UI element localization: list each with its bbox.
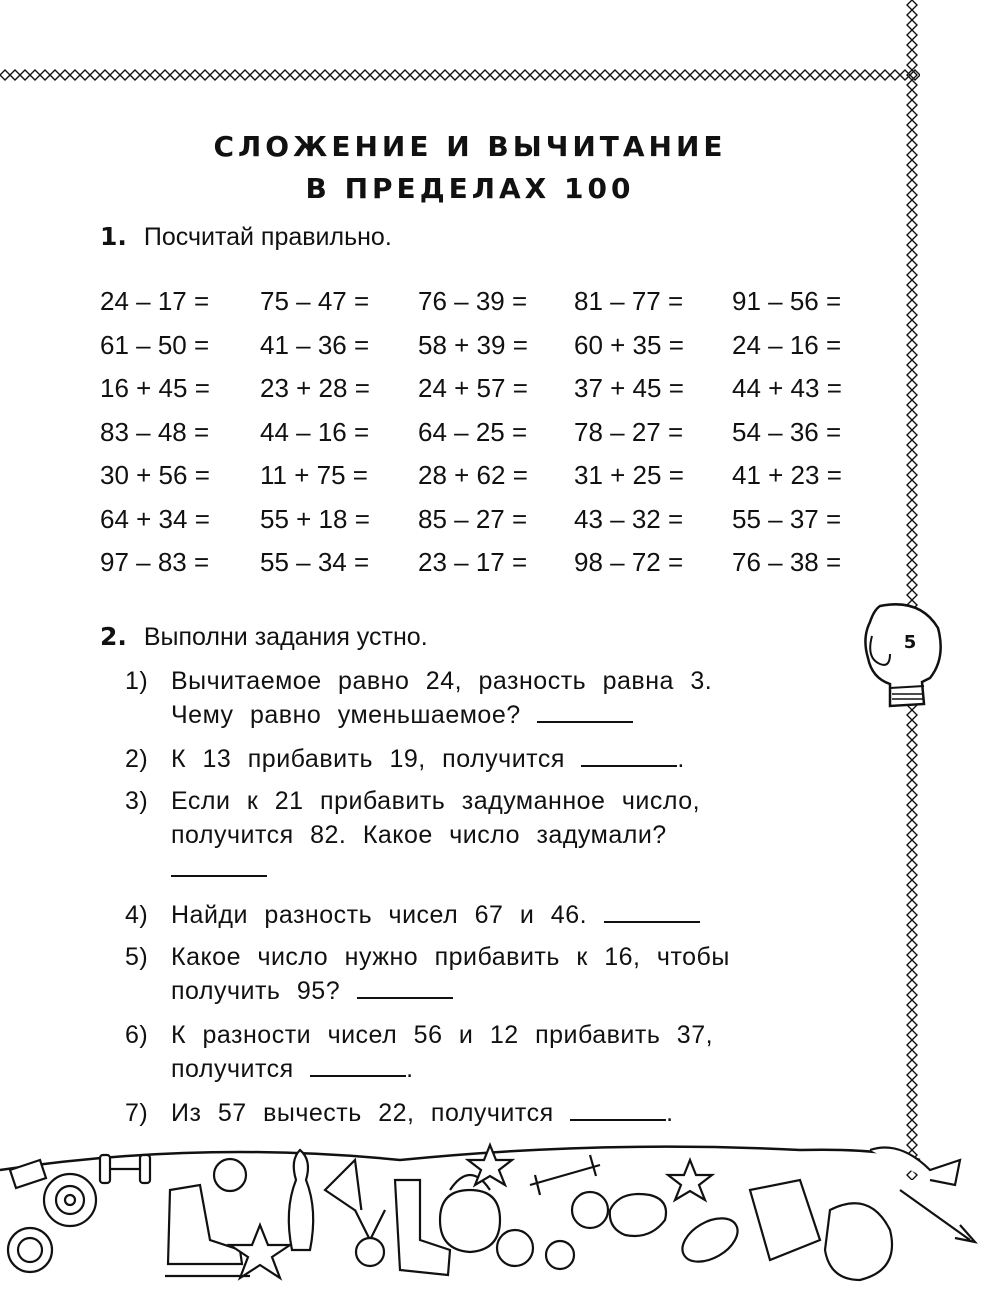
- expression-r2-c1: 61 – 50 =: [100, 329, 210, 360]
- expression-r2-c3: 58 + 39 =: [418, 329, 528, 360]
- expression-r3-c1: 16 + 45 =: [100, 373, 210, 403]
- question-7: 7) Из 57 вычесть 22, получится .: [125, 1099, 674, 1127]
- boxing-glove-icon: [860, 598, 946, 710]
- glove-icon-small: [825, 1203, 892, 1280]
- expression-r3-c3: 24 + 57 =: [418, 373, 528, 403]
- bowling-pin-icon: [289, 1150, 313, 1250]
- expression-r4-c4: 78 – 27 =: [574, 416, 684, 447]
- whistle-icon: [10, 1160, 46, 1188]
- expression-r7-c2: 55 – 34 =: [260, 547, 370, 577]
- expression-r6-c3: 85 – 27 =: [418, 503, 528, 534]
- expression-r3-c5: 44 + 43 =: [732, 373, 842, 403]
- medal-icon: [355, 1210, 385, 1240]
- question-4: 4) Найди разность чисел 67 и 46.: [125, 898, 700, 932]
- expression-r6-c5: 55 – 37 =: [732, 503, 842, 534]
- pennant-icon: [325, 1160, 362, 1215]
- expression-r7-c3: 23 – 17 =: [418, 547, 528, 577]
- tennis-ball-icon: [214, 1159, 246, 1191]
- expression-r5-c5: 41 + 23 =: [732, 460, 842, 490]
- expression-r2-c5: 24 – 16 =: [732, 329, 842, 360]
- expression-r7-c5: 76 – 38 =: [732, 547, 842, 577]
- page-number: 5: [903, 632, 917, 653]
- expression-r5-c2: 11 + 75 =: [260, 460, 368, 490]
- star-icon: [230, 1225, 290, 1278]
- page-title-line1: СЛОЖЕНИЕ И ВЫЧИТАНИЕ: [213, 130, 727, 163]
- expression-r5-c3: 28 + 62 =: [418, 460, 528, 490]
- task1-number: 1.: [100, 222, 127, 251]
- sports-doodles-decoration: [0, 1130, 987, 1300]
- expression-r1-c4: 81 – 77 =: [574, 286, 684, 316]
- kettlebell-icon: [440, 1175, 500, 1252]
- skate-icon: [168, 1185, 242, 1264]
- expression-r1-c1: 24 – 17 =: [100, 286, 210, 316]
- answer-blank-6[interactable]: [310, 1053, 406, 1077]
- expression-r3-c4: 37 + 45 =: [574, 373, 684, 403]
- expression-r2-c4: 60 + 35 =: [574, 329, 684, 360]
- flipper-icon: [750, 1180, 820, 1260]
- top-zigzag-border: [0, 68, 920, 82]
- answer-blank-3[interactable]: [171, 853, 267, 877]
- rosette-icon: [497, 1230, 533, 1266]
- expression-r7-c4: 98 – 72 =: [574, 547, 684, 577]
- stopwatch-icon: [572, 1192, 608, 1228]
- question-3: 3) Если к 21 прибавить задуманное число, получится 82. Какое число задумали?: [125, 784, 700, 886]
- ball-icon: [546, 1241, 574, 1269]
- ribbon-icon: [870, 1148, 960, 1186]
- question-1: 1) Вычитаемое равно 24, разность равна 3. Чему равно уменьшаемое?: [125, 667, 713, 729]
- expression-r7-c1: 97 – 83 =: [100, 547, 210, 577]
- expression-r4-c5: 54 – 36 =: [732, 416, 842, 447]
- expression-r6-c2: 55 + 18 =: [260, 503, 370, 534]
- answer-blank-4[interactable]: [604, 899, 700, 923]
- star-icon-3: [668, 1160, 712, 1200]
- answer-blank-5[interactable]: [357, 975, 453, 999]
- expression-r1-c2: 75 – 47 =: [260, 286, 370, 316]
- answer-blank-1[interactable]: [537, 699, 633, 723]
- question-5: 5) Какое число нужно прибавить к 16, чтобы получить 95?: [125, 943, 730, 1005]
- expression-r6-c1: 64 + 34 =: [100, 503, 210, 534]
- question-6: 6) К разности чисел 56 и 12 прибавить 37, получится .: [125, 1021, 714, 1083]
- page-title-line2: В ПРЕДЕЛАХ 100: [305, 172, 635, 205]
- expression-r2-c2: 41 – 36 =: [260, 329, 370, 360]
- task2-heading: [100, 622, 428, 652]
- answer-blank-7[interactable]: [570, 1097, 666, 1121]
- expression-r5-c4: 31 + 25 =: [574, 460, 684, 490]
- expression-r1-c3: 76 – 39 =: [418, 286, 528, 316]
- task1-text: Посчитай правильно.: [143, 223, 392, 251]
- expression-r1-c5: 91 – 56 =: [732, 286, 842, 316]
- expression-r4-c1: 83 – 48 =: [100, 416, 210, 447]
- dumbbell-icon: [100, 1155, 110, 1183]
- expression-r4-c2: 44 – 16 =: [260, 416, 370, 447]
- question-2: 2) К 13 прибавить 19, получится .: [125, 745, 685, 773]
- task2-text: Выполни задания устно.: [143, 623, 428, 651]
- task2-number: 2.: [100, 622, 127, 651]
- answer-blank-2[interactable]: [581, 743, 677, 767]
- expression-r3-c2: 23 + 28 =: [260, 373, 370, 403]
- expression-r4-c3: 64 – 25 =: [418, 416, 528, 447]
- dart-icon: [900, 1190, 975, 1242]
- goggles-icon: [610, 1194, 666, 1236]
- football-icon: [675, 1209, 745, 1270]
- task1-heading: [100, 222, 392, 252]
- barbell-icon: [530, 1155, 600, 1195]
- expression-r6-c4: 43 – 32 =: [574, 503, 684, 534]
- expression-r5-c1: 30 + 56 =: [100, 460, 210, 490]
